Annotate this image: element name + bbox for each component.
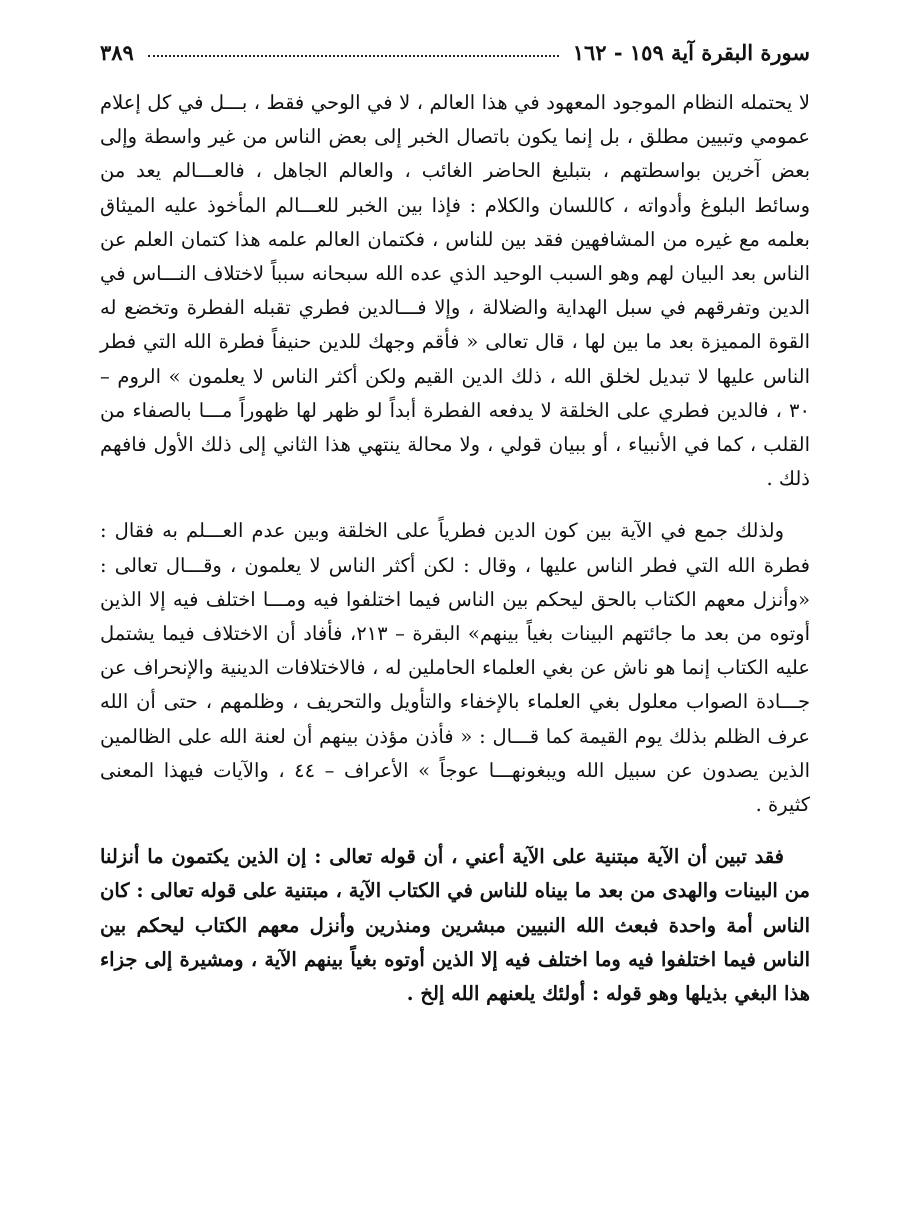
page-number: ٣٨٩ [100,39,134,65]
paragraph: ولذلك جمع في الآية بين كون الدين فطرياً على الخلقة وبين عدم العـــلم به فقال : فطرة الله التي فطر الناس عليها ، وقال : لكن أكثر الناس لا يعلمون ، وقـــال تعالى : «وأنزل معهم الكتاب بالحق ليحكم بين الناس فيما اختلفوا فيه ومـــا اختلف فيه إلا الذين أوتوه من بعد ما جائتهم البينات بغياً بينهم» البقرة – ٢١٣، فأفاد أن الاختلاف فيما يشتمل عليه الكتاب إنما هو ناش عن بغي العلماء الحاملين له ، فالاختلافات الدينية والإنحراف عن جـــادة الصواب معلول بغي العلماء بالإخفاء والتأويل والتحريف ، وظلمهم ، حتى أن الله عرف الظلم بذلك يوم القيمة كما قـــال : « فأذن مؤذن بينهم أن لعنة الله على الظالمين الذين يصدون عن سبيل الله ويبغونهـــا عوجاً » الأعراف – ٤٤ ، والآيات فيهذا المعنى كثيرة . [100,519,811,817]
page-body [100,86,810,1011]
paragraph: فقد تبين أن الآية مبتنية على الآية أعني ، أن قوله تعالى : إن الذين يكتمون ما أنزلنا من البينات والهدى من بعد ما بيناه للناس في الكتاب الآية ، مبتنية على قوله تعالى : كان الناس أمة واحدة فبعث الله النبيين مبشرين ومنذرين وأنزل معهم الكتاب ليحكم بين الناس فيما اختلفوا فيه وما اختلف فيه إلا الذين أوتوه بغياً بينهم الآية ، ومشيرة إلى جزاء هذا البغي بذيلها وهو قوله : أولئك يلعنهم الله إلخ . [100,845,810,1006]
page-header [100,34,810,70]
running-title: سورة البقرة آية ١٥٩ - ١٦٢ [572,39,810,65]
paragraph: لا يحتمله النظام الموجود المعهود في هذا العالم ، لا في الوحي فقط ، بـــل في كل إعلام عمومي وتبيين مطلق ، بل إنما يكون باتصال الخبر إلى بعض الناس من غير واسطة وإلى بعض آخرين بواسطتهم ، بتبليغ الحاضر الغائب ، والعالم الجاهل ، فالعـــالم يعد من وسائط البلوغ وأدواته ، كاللسان والكلام : فإذا بين الخبر للعـــالم المأخوذ عليه الميثاق بعلمه مع غيره من المشافهين فقد بين للناس ، فكتمان العالم علمه هذا كتمان العلم عن الناس بعد البيان لهم وهو السبب الوحيد الذي عده الله سبحانه سبباً لاختلاف النـــاس في الدين وتفرقهم في سبل الهداية والضلالة ، وإلا فـــالدين فطري تقبله الفطرة وتخضع له القوة المميزة بعد ما بين لها ، قال تعالى « فأقم وجهك للدين حنيفاً فطرة الله التي فطر الناس عليها لا تبديل لخلق الله ، ذلك الدين القيم ولكن أكثر الناس لا يعلمون » الروم – ٣٠ ، فالدين فطري على الخلقة لا يدفعه الفطرة أبداً لو ظهر لها ظهوراً مـــا بالصفاء من القلب ، كما في الأنبياء ، أو ببيان قولي ، ولا محالة ينتهي هذا الثاني إلى ذلك الأول فافهم ذلك . [100,91,810,491]
header-dotted-rule [148,55,559,57]
